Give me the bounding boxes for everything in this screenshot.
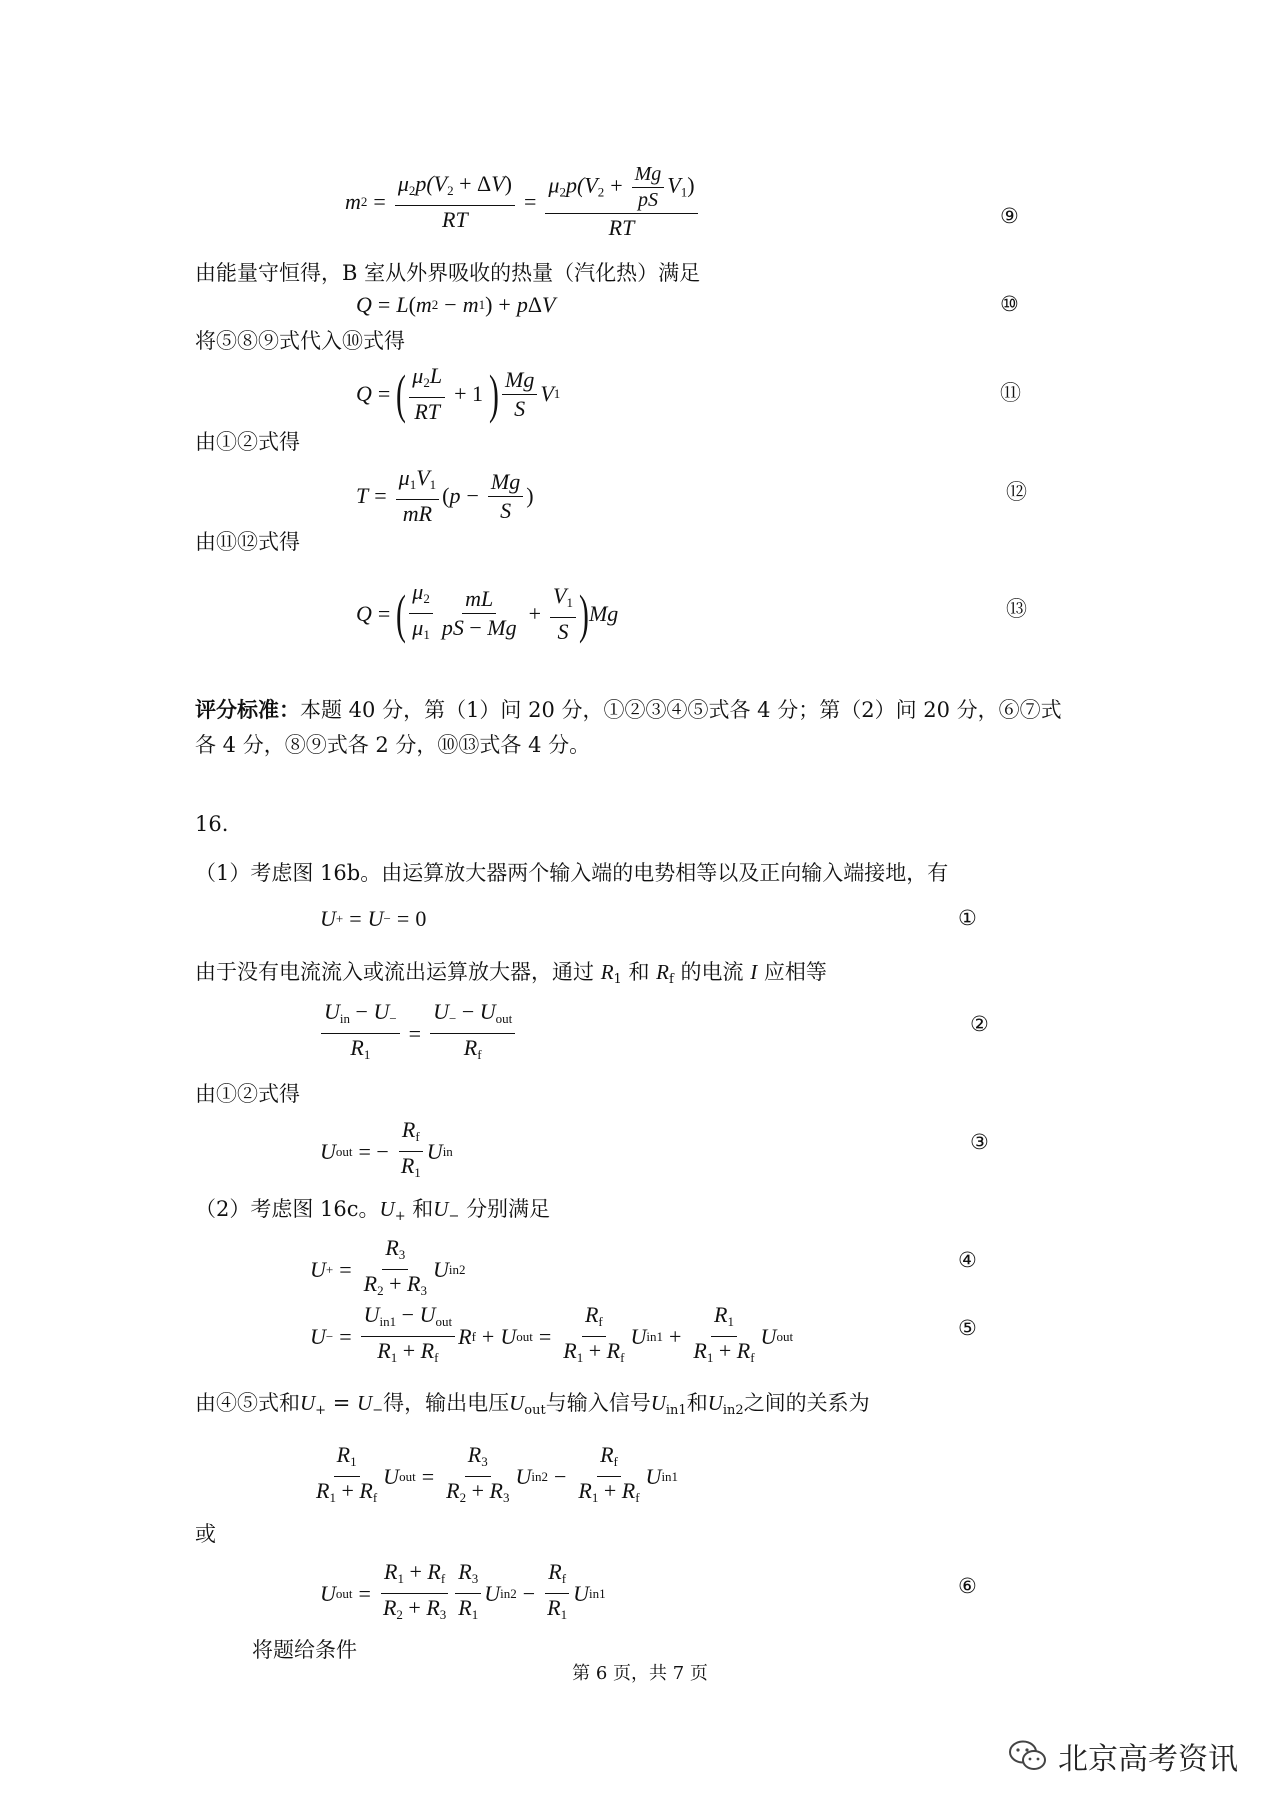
current-text-a: 由于没有电流流入或流出运算放大器，通过 [195,960,594,984]
equation-5: U − = $\frac{U_{in1} - U_{out}}{R_1 + R_f}$ R f + U out = $\frac{R_f}{R_1 + R_f}$ U in1 + $\frac{R_1}{R_1 + R_f}$ U out [310,1302,794,1365]
equation-9: m 2 = $\frac{\mu_2p(V_2 + \Delta V)}{RT}$ = $\mu_2p(V_2$ + $\frac{Mg}{pS}$ $V_1$) RT [345,164,701,240]
relation-text-e: 之间的关系为 [743,1391,870,1415]
equation-number-12: ⑫ [1006,480,1027,504]
current-text-c: 的电流 [680,960,744,984]
equation-number-5: ⑤ [958,1316,977,1340]
equation-number-10: ⑩ [1000,292,1019,316]
wechat-icon [1008,1739,1048,1773]
equation-number-1: ① [958,906,977,930]
equation-number-2: ② [970,1012,989,1036]
text-or: 或 [195,1522,216,1546]
brand-watermark [1008,1734,1238,1778]
text-energy-intro: 由能量守恒得，B 室从外界吸收的热量（汽化热）满足 [195,261,701,285]
text-relation: 由④⑤式和$U_+ = U_-$得，输出电压$U_{out}$与输入信号$U_{in1}$和$U_{in2}$之间的关系为 [195,1391,870,1418]
equation-1: U + = U − = 0 [320,906,427,931]
text-from-1-2-b: 由①②式得 [195,1082,300,1106]
equation-number-4: ④ [958,1248,977,1272]
part2-intro: （2）考虑图 16c。$U_+$ 和$U_-$ 分别满足 [195,1197,551,1224]
text-substitute: 将⑤⑧⑨式代入⑩式得 [195,329,405,353]
brand-text: 北京高考资讯 [1058,1742,1238,1777]
equation-number-13: ⑬ [1006,597,1027,621]
part2-text-c: 分别满足 [466,1197,551,1221]
relation-text-b: 得，输出电压 [383,1391,510,1415]
text-current: 由于没有电流流入或流出运算放大器，通过 $R_1$ 和 $R_f$ 的电流 I 应相等 [195,960,827,987]
current-text-d: 应相等 [763,960,827,984]
scoring-text-1: 本题 40 分，第（1）问 20 分，①②③④⑤式各 4 分；第（2）问 20 分，⑥⑦式 [300,698,1062,722]
text-given: 将题给条件 [252,1638,357,1662]
equation-relation: $\frac{R_1}{R_1 + R_f}$ U out = $\frac{R_3}{R_2 + R_3}$ U in2 − $\frac{R_f}{R_1 + R_f}$ U in1 [316,1442,679,1505]
equation-3: U out = − $\frac{R_f}{R_1}$ U in [320,1117,453,1180]
equation-4: U + = $\frac{R_3}{R_2 + R_3}$ U in2 [310,1235,466,1298]
scoring-line-1 [195,696,1062,724]
relation-text-c: 与输入信号 [545,1391,651,1415]
equation-12: T = $\frac{\mu_1V_1}{mR}$ ( p − $\frac{Mg}{S}$ ) [356,465,534,526]
part2-text-b: 和 [412,1197,434,1221]
current-text-b: 和 [628,960,650,984]
part2-text-a: （2）考虑图 16c。 [195,1197,380,1221]
relation-text-d: 和 [686,1391,708,1415]
relation-text-a: 由④⑤式和 [195,1391,300,1415]
equation-11: Q = ( $\frac{\mu_2L}{RT}$ + 1 ) $\frac{Mg}{S}$ V 1 [356,363,561,424]
equation-number-11: ⑪ [1000,381,1021,405]
text-from-11-12: 由⑪⑫式得 [195,530,300,554]
problem-number: 16. [195,812,229,836]
scoring-label: 评分标准： [195,697,300,722]
equation-6: U out = $\frac{R_1 + R_f}{R_2 + R_3}$ $\frac{R_3}{R_1}$ U in2 − $\frac{R_f}{R_1}$ U in1 [320,1559,606,1622]
text-from-1-2: 由①②式得 [195,430,300,454]
equation-2: $\frac{U_{in} - U_-}{R_1}$ = $\frac{U_- - U_{out}}{R_f}$ [318,1000,518,1067]
equation-number-3: ③ [970,1130,989,1154]
scoring-line-2: 各 4 分，⑧⑨式各 2 分，⑩⑬式各 4 分。 [195,733,591,757]
equation-10: Q = L ( m 2 − m 1 ) + p Δ V [356,292,556,317]
equation-number-6: ⑥ [958,1574,977,1598]
page-footer: 第 6 页，共 7 页 [572,1663,708,1684]
part1-intro: （1）考虑图 16b。由运算放大器两个输入端的电势相等以及正向输入端接地，有 [195,861,949,885]
equation-13: Q = ( $\frac{\mu_2}{\mu_1}$ $\frac{mL}{pS - Mg}$ + $\frac{V_1}{S}$ ) Mg [356,579,619,644]
equation-number-9: ⑨ [1000,204,1019,228]
